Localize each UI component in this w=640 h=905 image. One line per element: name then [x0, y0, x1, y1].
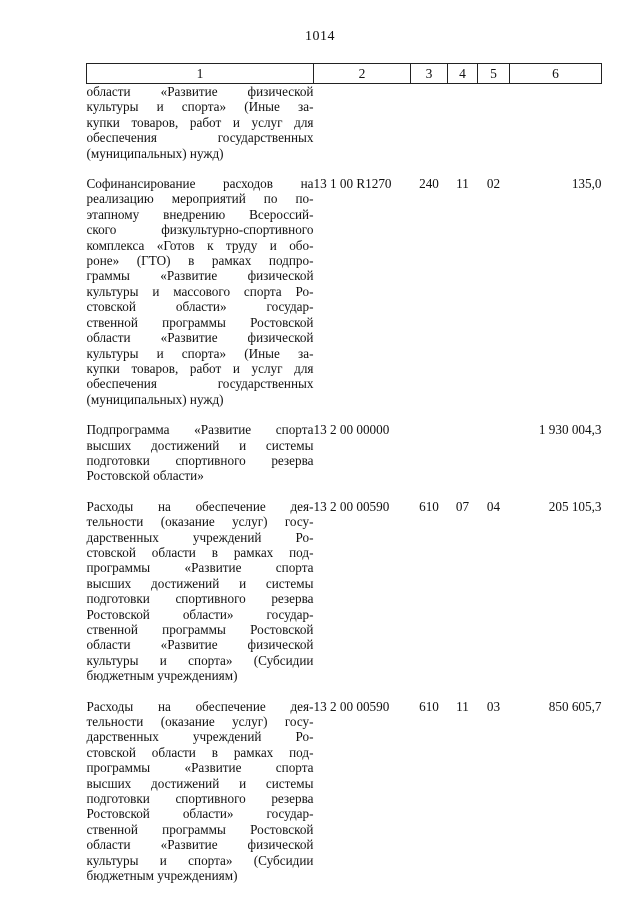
description-line: Расходы на обеспечение дея-	[86, 498, 314, 514]
table-row	[87, 84, 602, 162]
row-code: 13 2 00 00590	[313, 498, 390, 514]
description-line: Софинансирование расходов на	[86, 176, 314, 192]
row-code: 13 2 00 00590	[313, 698, 390, 714]
description-line: этапному внедрению Всероссий-	[86, 206, 314, 222]
description-line: культуры и спорта» (Иные за-	[86, 99, 314, 115]
row-spacer	[87, 484, 602, 499]
row-spacer	[87, 684, 602, 699]
header-col-1: 1	[87, 64, 314, 84]
description-line: Подпрограмма «Развитие спорта	[86, 422, 314, 438]
description-line: культуры и спорта» (Субсидии	[86, 652, 314, 668]
description-line: (муниципальных) нужд)	[86, 391, 224, 407]
row-col-4: 11	[456, 176, 469, 192]
header-col-3: 3	[411, 64, 448, 84]
description-line: (муниципальных) нужд)	[86, 145, 224, 161]
row-col-5	[478, 84, 510, 162]
row-description	[87, 699, 314, 884]
row-col-3	[411, 84, 448, 162]
description-line: Расходы на обеспечение дея-	[86, 698, 314, 714]
row-amount: 850 605,7	[548, 698, 602, 714]
row-code: 13 2 00 00000	[313, 422, 390, 438]
description-line: области «Развитие физической	[86, 84, 314, 99]
description-line: подготовки спортивного резерва	[86, 452, 314, 468]
description-line: тельности (оказание услуг) госу-	[86, 514, 314, 530]
header-row	[87, 64, 602, 84]
row-col-3: 610	[419, 698, 439, 714]
description-line: высших достижений и системы	[86, 437, 314, 453]
row-code	[314, 84, 411, 162]
description-line: ственной программы Ростовской	[86, 314, 314, 330]
table-row	[87, 176, 602, 407]
row-amount: 135,0	[571, 176, 602, 192]
description-line: дарственных учреждений Ро-	[86, 529, 314, 545]
table-row	[87, 422, 602, 484]
description-line: купки товаров, работ и услуг для	[86, 360, 314, 376]
description-line: области «Развитие физической	[86, 330, 314, 346]
table-row	[87, 699, 602, 884]
row-spacer	[87, 407, 602, 422]
description-line: программы «Развитие спорта	[86, 560, 314, 576]
row-col-4: 11	[456, 698, 469, 714]
description-line: роне» (ГТО) в рамках подпро-	[86, 253, 314, 269]
row-col-3	[411, 422, 448, 484]
description-line: дарственных учреждений Ро-	[86, 729, 314, 745]
description-line: Ростовской области» государ-	[86, 806, 314, 822]
description-line: Ростовской области»	[86, 468, 204, 484]
table-header	[87, 64, 602, 84]
description-line: высших достижений и системы	[86, 575, 314, 591]
description-line: подготовки спортивного резерва	[86, 591, 314, 607]
description-line: культуры и спорта» (Субсидии	[86, 852, 314, 868]
row-col-3: 240	[419, 176, 439, 192]
description-line: области «Развитие физической	[86, 637, 314, 653]
description-line: реализацию мероприятий по по-	[86, 191, 314, 207]
description-line: подготовки спортивного резерва	[86, 791, 314, 807]
description-line: ского физкультурно-спортивного	[86, 222, 314, 238]
description-line: культуры и массового спорта Ро-	[86, 283, 314, 299]
row-description	[87, 422, 314, 484]
description-line: бюджетным учреждениям)	[86, 868, 238, 884]
header-col-2: 2	[314, 64, 411, 84]
row-description	[87, 176, 314, 407]
table-row	[87, 499, 602, 684]
description-line: бюджетным учреждениям)	[86, 668, 238, 684]
row-code: 13 1 00 R1270	[313, 176, 392, 192]
row-description	[87, 499, 314, 684]
row-spacer	[87, 161, 602, 176]
header-col-6: 6	[510, 64, 602, 84]
row-col-5	[478, 422, 510, 484]
budget-table	[86, 63, 602, 884]
row-amount: 1 930 004,3	[538, 422, 602, 438]
row-col-4	[448, 422, 478, 484]
row-col-4: 07	[455, 498, 470, 514]
description-line: области «Развитие физической	[86, 837, 314, 853]
description-line: программы «Развитие спорта	[86, 760, 314, 776]
row-col-4	[448, 84, 478, 162]
description-line: обеспечения государственных	[86, 130, 314, 146]
description-line: Ростовской области» государ-	[86, 606, 314, 622]
description-line: ственной программы Ростовской	[86, 622, 314, 637]
description-line: стовской области» государ-	[86, 299, 314, 315]
description-line: граммы «Развитие физической	[86, 268, 314, 284]
description-line: стовской области в рамках под-	[86, 544, 314, 560]
description-line: тельности (оказание услуг) госу-	[86, 714, 314, 730]
row-col-5: 03	[486, 698, 501, 714]
header-col-4: 4	[448, 64, 478, 84]
row-col-5: 04	[486, 498, 501, 514]
row-amount	[510, 84, 602, 162]
table-body	[87, 84, 602, 884]
header-col-5: 5	[478, 64, 510, 84]
page-number: 1014	[305, 29, 335, 44]
description-line: комплекса «Готов к труду и обо-	[86, 237, 314, 253]
description-line: купки товаров, работ и услуг для	[86, 114, 314, 130]
description-line: обеспечения государственных	[86, 376, 314, 392]
row-description	[87, 84, 314, 162]
row-col-5: 02	[486, 176, 501, 192]
description-line: ственной программы Ростовской	[86, 821, 314, 837]
description-line: стовской области в рамках под-	[86, 744, 314, 760]
description-line: высших достижений и системы	[86, 775, 314, 791]
row-col-3: 610	[419, 498, 439, 514]
description-line: культуры и спорта» (Иные за-	[86, 345, 314, 361]
row-amount: 205 105,3	[548, 498, 602, 514]
